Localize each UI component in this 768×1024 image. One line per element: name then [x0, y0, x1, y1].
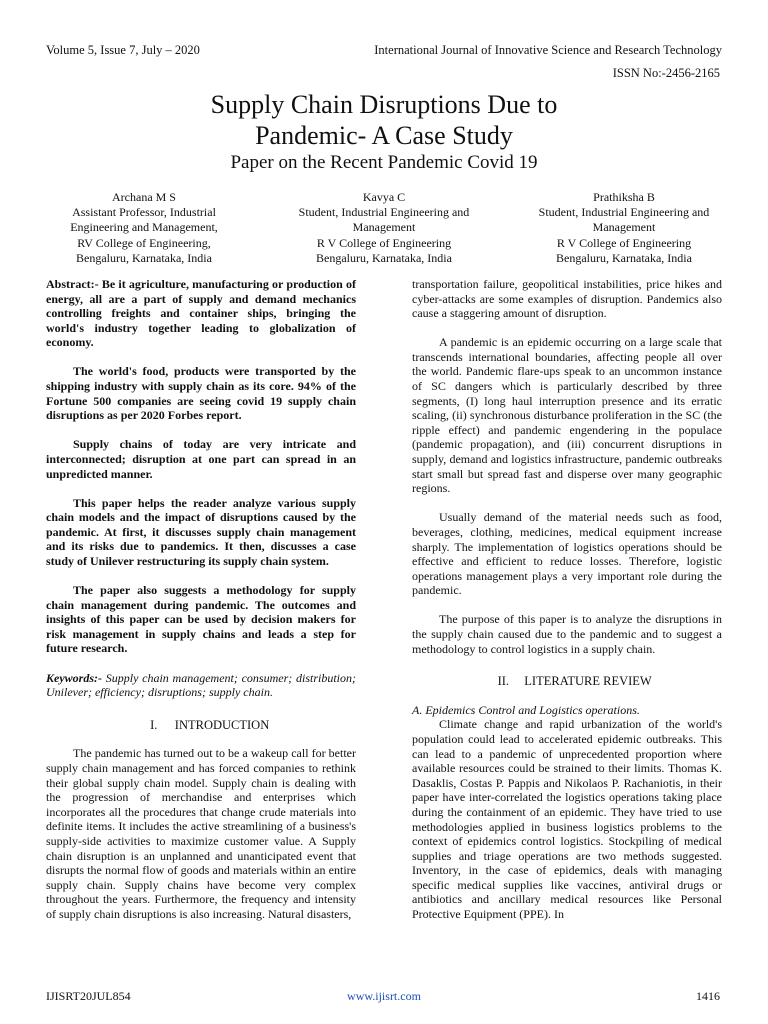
volume-info: Volume 5, Issue 7, July – 2020	[46, 43, 200, 57]
abstract-paragraph: Abstract:- Be it agriculture, manufacturing or production of energy, all are a part of supply and demand mechanics controlling freights and container ships, bringing the world's industry together leading to globalization of economy.	[46, 277, 356, 350]
author-affiliation: Management	[592, 220, 656, 235]
keywords-label: Keywords:-	[46, 670, 102, 685]
author-affiliation: Engineering and Management,	[70, 220, 218, 235]
section-number: II.	[497, 674, 510, 689]
section-title: LITERATURE REVIEW	[524, 674, 652, 689]
abstract-paragraph: This paper helps the reader analyze various supply chain models and the impact of disruptions caused by the pandemic. At first, it discusses supply chain management and its risks due to pandemics. It then, discusses a case study of Unilever restructuring its supply chain system.	[46, 495, 356, 568]
body-paragraph: A pandemic is an epidemic occurring on a large scale that transcends international boundaries, affecting people all over the world. Pandemic flare-ups speak to an uncommon instance of SC dangers which is particularly described by three segments, (I) long haul interruption presence and its erratic scaling, (ii) synchronous disturbance proliferation in the SC (the ripple effect) and pandemic engendering in the populace (pandemic propagation), and (iii) concurrent disruptions in supply, demand and logistics infrastructure, pandemic outbreaks start small but spread fast and disperse over many geographic regions.	[412, 335, 722, 496]
author-block	[264, 190, 504, 266]
keywords-list: Supply chain management; consumer; distribution; Unilever; efficiency; disruptions; supply chain.	[46, 670, 357, 700]
section-heading	[46, 718, 356, 733]
body-paragraph: Usually demand of the material needs such as food, beverages, clothing, medicines, medical equipment increase sharply. The implementation of logistics operations should be effective and efficient to reduce losses. Therefore, logistic operations management plays a very important role during the pandemic.	[412, 510, 722, 598]
journal-url-link[interactable]: www.ijisrt.com	[347, 989, 421, 1003]
section-heading	[412, 674, 722, 689]
author-location: Bengaluru, Karnataka, India	[316, 250, 452, 265]
author-affiliation: Assistant Professor, Industrial	[72, 205, 216, 220]
section-title: INTRODUCTION	[174, 717, 270, 732]
title-line-1: Supply Chain Disruptions Due to	[210, 90, 558, 119]
author-affiliation: Student, Industrial Engineering and	[298, 205, 470, 220]
body-paragraph: The purpose of this paper is to analyze the disruptions in the supply chain caused due to the pandemic and to suggest a methodology to control logistics in a supply chain.	[412, 612, 722, 656]
author-affiliation: Management	[352, 220, 416, 235]
author-affiliation: Student, Industrial Engineering and	[538, 205, 710, 220]
abstract	[46, 277, 356, 656]
page-number: 1416	[696, 989, 720, 1003]
author-block	[504, 190, 744, 266]
paper-title	[0, 89, 768, 151]
left-column	[46, 277, 356, 921]
section-number: I.	[150, 717, 158, 732]
right-column	[412, 277, 722, 922]
keywords	[46, 671, 356, 700]
author-location: Bengaluru, Karnataka, India	[556, 250, 692, 265]
abstract-paragraph: The paper also suggests a methodology for supply chain management during pandemic. The outcomes and insights of this paper can be used by decision makers for risk management in supply chains and leads a step for future research.	[46, 583, 356, 656]
abstract-paragraph: The world's food, products were transported by the shipping industry with supply chain as its core. 94% of the Fortune 500 companies are seeing covid 19 supply chain disruptions as per 2020 Forbes report.	[46, 364, 356, 423]
author-affiliation: R V College of Engineering	[316, 235, 452, 250]
author-location: Bengaluru, Karnataka, India	[76, 250, 212, 265]
body-paragraph: transportation failure, geopolitical instabilities, price hikes and cyber-attacks are some examples of disruption. Pandemics also cause a staggering amount of disruption.	[412, 277, 722, 321]
subsection-heading: A. Epidemics Control and Logistics operations.	[412, 702, 640, 717]
issn: ISSN No:-2456-2165	[612, 66, 720, 80]
author-block	[24, 190, 264, 266]
paper-subtitle: Paper on the Recent Pandemic Covid 19	[230, 152, 538, 173]
paper-id: IJISRT20JUL854	[46, 989, 131, 1003]
author-affiliation: RV College of Engineering,	[77, 235, 211, 250]
author-name: Kavya C	[362, 190, 406, 204]
abstract-paragraph: Supply chains of today are very intricate and interconnected; disruption at one part can spread in an unpredicted manner.	[46, 437, 356, 481]
author-name: Archana M S	[112, 190, 176, 204]
body-paragraph: The pandemic has turned out to be a wakeup call for better supply chain management and has forced companies to rethink their global supply chain model. Supply chain is dealing with the progression of merchandise and enterprises which incorporates all the procedures that change crude materials into definite items. It includes the active streamlining of a business's supply-side activities to maximize customer value. A Supply chain disruption is an unplanned and unanticipated event that disrupts the normal flow of goods and materials within an entire supply chain. Supply chains have become very complex throughout the years. Furthermore, the frequency and intensity of supply chain disruptions is also increasing. Natural disasters,	[46, 746, 356, 921]
journal-name: International Journal of Innovative Science and Research Technology	[374, 43, 722, 57]
author-name: Prathiksha B	[593, 190, 655, 204]
body-paragraph: Climate change and rapid urbanization of the world's population could lead to accelerated epidemic outbreaks. This can lead to a pandemic of unprecedented proportion where available resources could be strained to their limits. Thomas K. Dasaklis, Costas P. Pappis and Nikolaos P. Rachaniotis, in their paper have inter-correlated the logistics operations taking place during the containment of an epidemic. They have tried to use methodologies applied in business logistics problems to the context of epidemics control logistics. Stockpiling of medical supplies and triage operations are two methods suggested. Inventory, in the case of epidemics, deals with managing specific medical supplies like vaccines, antiviral drugs or antibiotics and ancillary medical resources like Personal Protective Equipment (PPE). In	[412, 717, 722, 922]
author-affiliation: R V College of Engineering	[556, 235, 692, 250]
title-line-2: Pandemic- A Case Study	[255, 121, 513, 150]
